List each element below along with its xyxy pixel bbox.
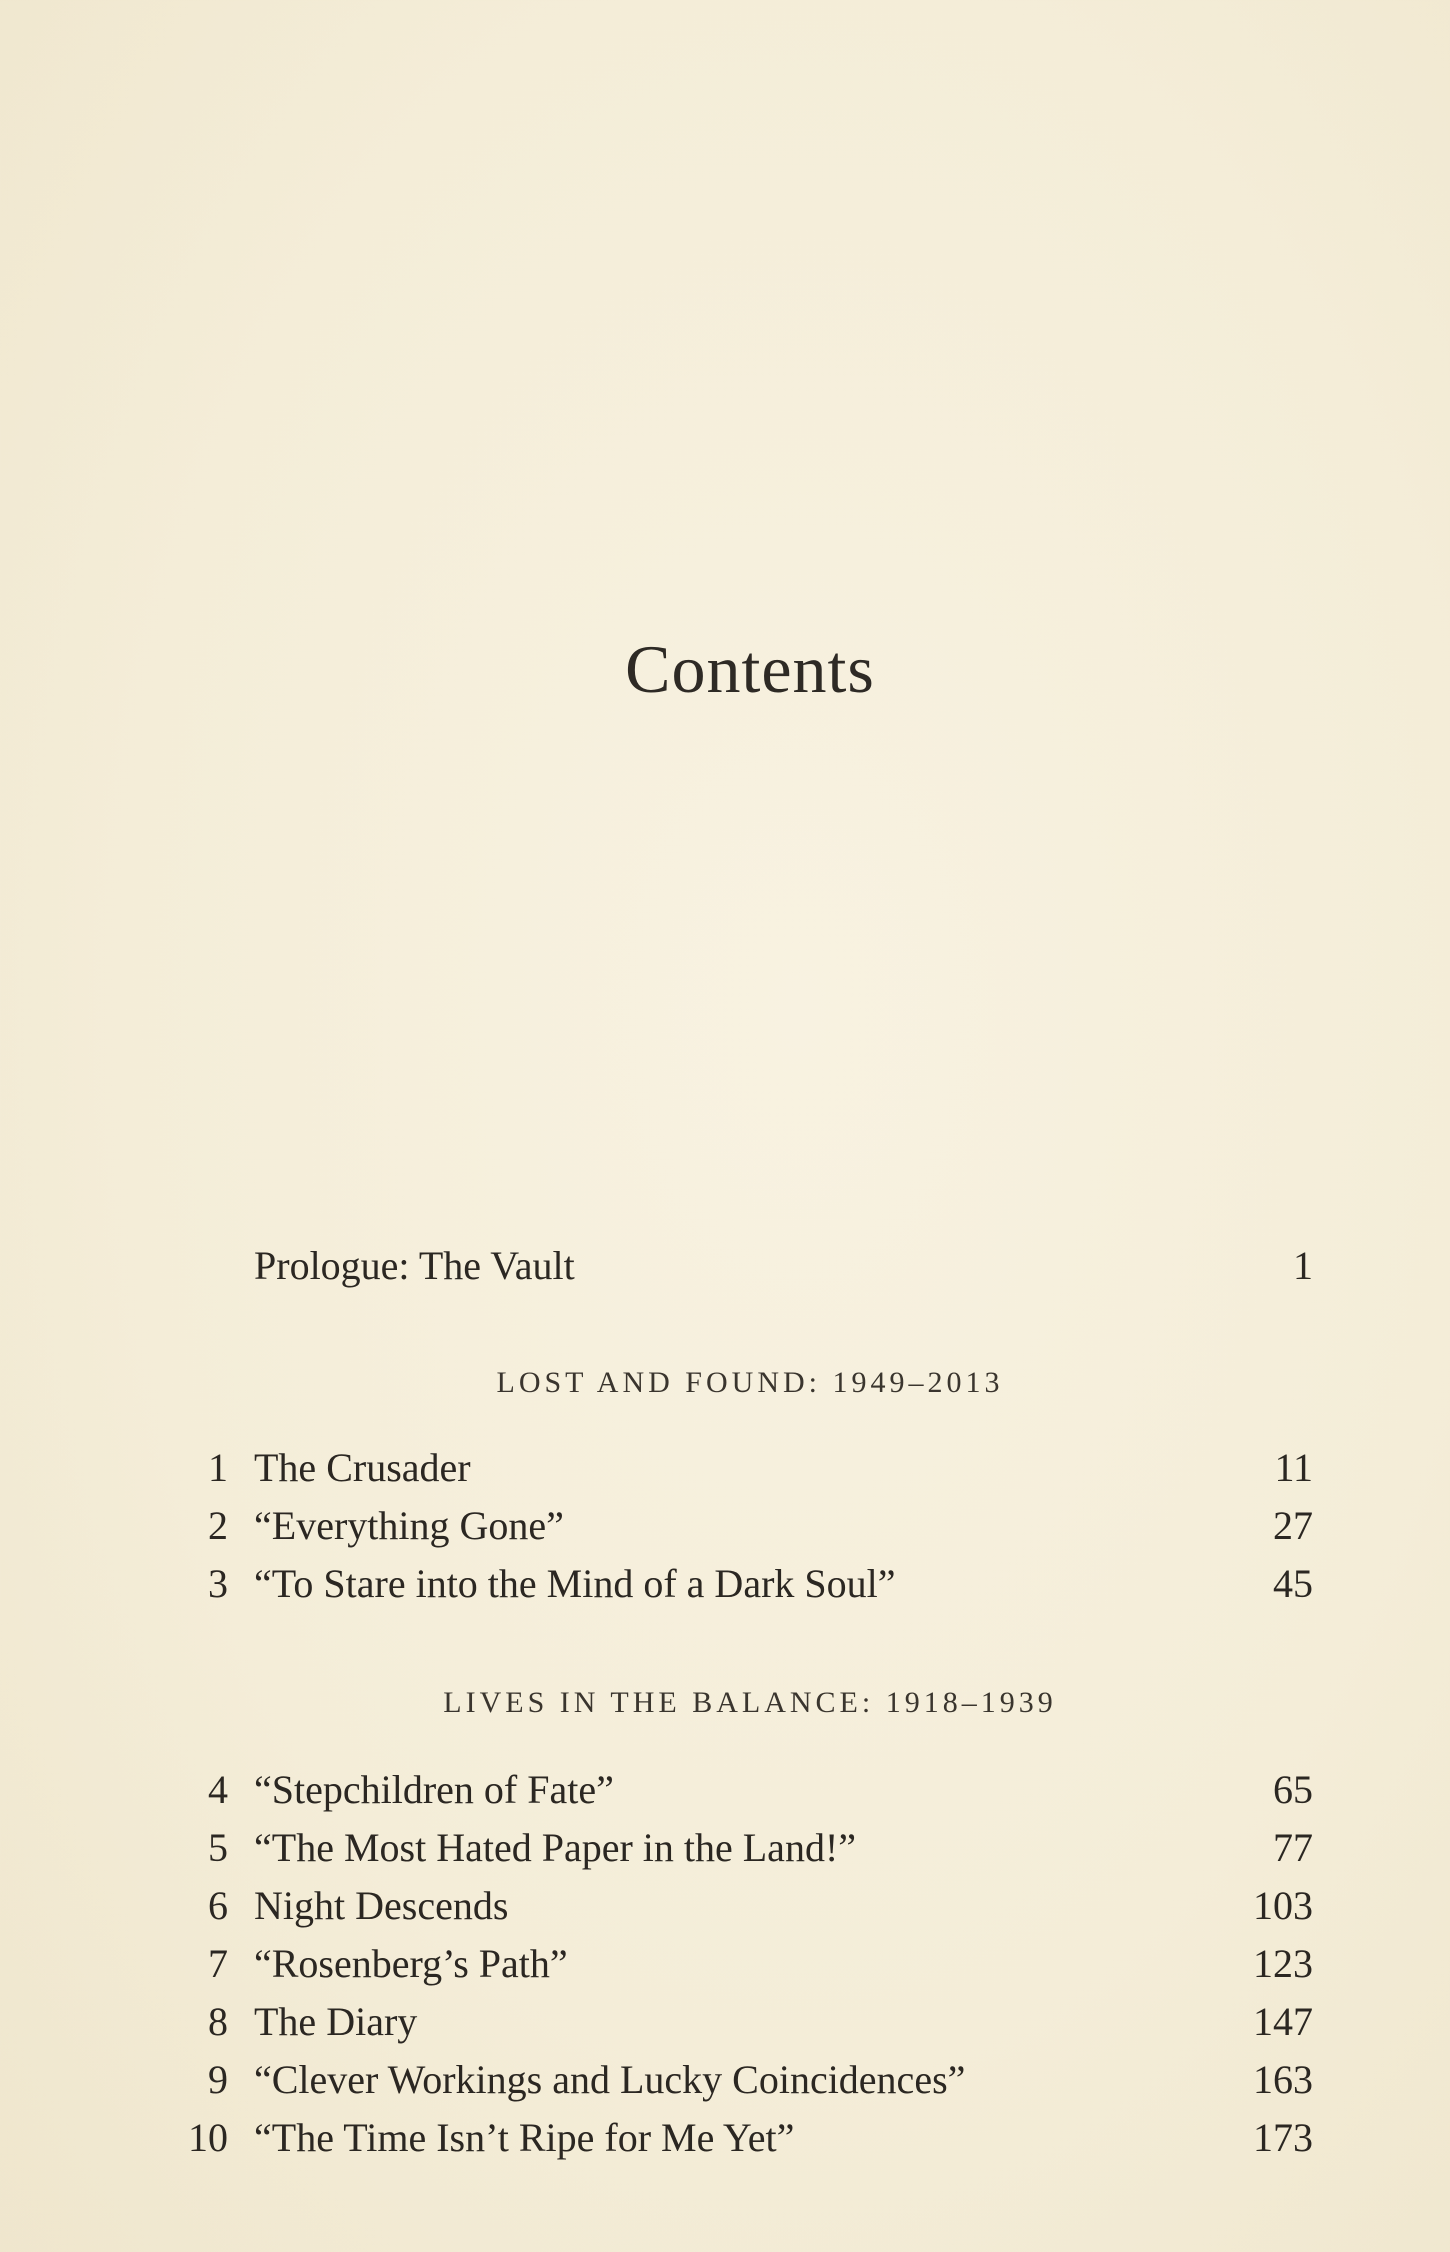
entry-label: The Crusader [254, 1445, 471, 1490]
entry-label: “Everything Gone” [254, 1503, 564, 1548]
entry-page-number: 163 [1253, 2057, 1313, 2102]
chapter-number: 2 [208, 1503, 228, 1548]
toc-entry [0, 1994, 1450, 2050]
page-title: Contents [625, 631, 875, 707]
entry-label: “Clever Workings and Lucky Coincidences” [254, 2057, 966, 2102]
entry-label: Prologue: The Vault [254, 1243, 575, 1288]
entry-label: “To Stare into the Mind of a Dark Soul” [254, 1561, 896, 1606]
toc-entry [0, 1556, 1450, 1612]
entry-page-number: 77 [1273, 1825, 1313, 1870]
entry-page-number: 65 [1273, 1767, 1313, 1812]
toc-entry [0, 1762, 1450, 1818]
chapter-number: 6 [208, 1883, 228, 1928]
entry-label: “The Time Isn’t Ripe for Me Yet” [254, 2115, 795, 2160]
chapter-number: 3 [208, 1561, 228, 1606]
toc-entry [0, 2052, 1450, 2108]
chapter-number: 5 [208, 1825, 228, 1870]
toc-entry [0, 1878, 1450, 1934]
entry-page-number: 123 [1253, 1941, 1313, 1986]
entry-page-number: 45 [1273, 1561, 1313, 1606]
entry-page-number: 147 [1253, 1999, 1313, 2044]
entry-page-number: 173 [1253, 2115, 1313, 2160]
toc-entry [0, 1936, 1450, 1992]
chapter-number: 7 [208, 1941, 228, 1986]
chapter-number: 9 [208, 2057, 228, 2102]
toc-entry [0, 1498, 1450, 1554]
chapter-number: 8 [208, 1999, 228, 2044]
entry-page-number: 1 [1293, 1243, 1313, 1288]
entry-label: “Rosenberg’s Path” [254, 1941, 568, 1986]
chapter-number: 4 [208, 1767, 228, 1812]
entry-page-number: 103 [1253, 1883, 1313, 1928]
chapter-number: 1 [208, 1445, 228, 1490]
entry-label: “Stepchildren of Fate” [254, 1767, 614, 1812]
entry-label: Night Descends [254, 1883, 509, 1928]
toc-entry [0, 1440, 1450, 1496]
toc-entry-prologue [0, 1238, 1450, 1294]
part-heading-1: LOST AND FOUND: 1949–2013 [496, 1366, 1004, 1399]
chapter-number: 10 [188, 2115, 228, 2160]
toc-entry [0, 2110, 1450, 2166]
entry-label: “The Most Hated Paper in the Land!” [254, 1825, 857, 1870]
toc-entry [0, 1820, 1450, 1876]
entry-page-number: 11 [1274, 1445, 1313, 1490]
entry-page-number: 27 [1273, 1503, 1313, 1548]
part-heading-2: LIVES IN THE BALANCE: 1918–1939 [443, 1686, 1057, 1719]
entry-label: The Diary [254, 1999, 418, 2044]
